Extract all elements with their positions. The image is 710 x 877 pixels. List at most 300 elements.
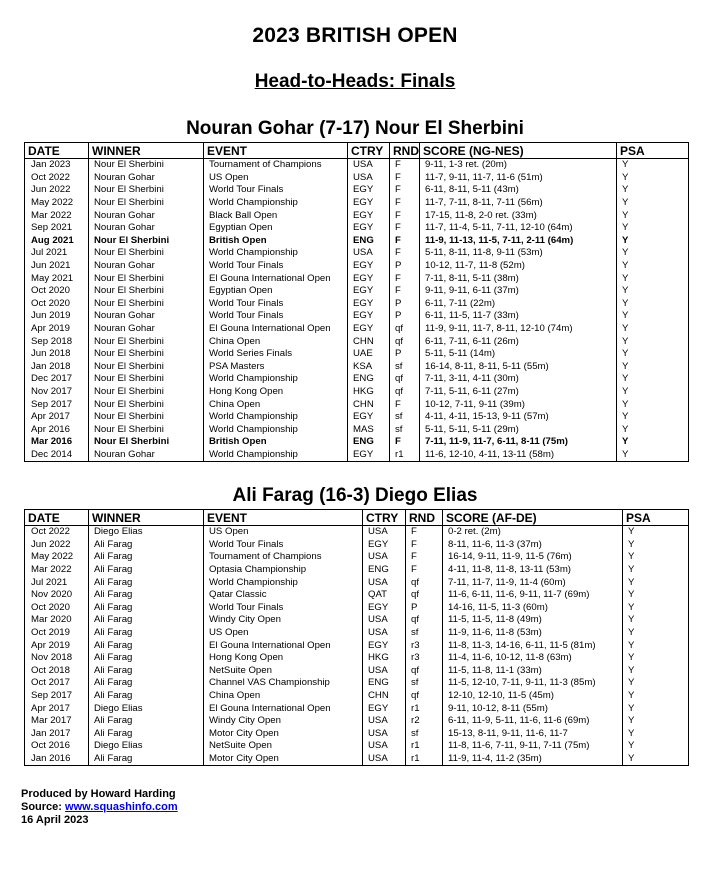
cell-round: P [390,310,420,323]
cell-score: 10-12, 11-7, 11-8 (52m) [420,260,617,273]
cell-round: F [390,159,420,172]
cell-winner: Nour El Sherbini [89,386,204,399]
cell-event: El Gouna International Open [204,639,363,652]
cell-score: 11-5, 11-5, 11-8 (49m) [443,614,623,627]
matchup-heading-farag-elias: Ali Farag (16-3) Diego Elias [232,485,478,506]
cell-winner: Nouran Gohar [89,323,204,336]
cell-round: r1 [406,753,443,766]
cell-date: May 2021 [25,272,89,285]
cell-event: Black Ball Open [204,209,348,222]
table-row [25,652,689,665]
cell-round: sf [390,423,420,436]
cell-country: USA [348,172,390,185]
cell-country: CHN [348,335,390,348]
cell-country: HKG [348,386,390,399]
column-header-date: DATE [25,143,89,159]
cell-country: CHN [363,690,406,703]
cell-winner: Ali Farag [89,677,204,690]
cell-score: 5-11, 8-11, 11-8, 9-11 (53m) [420,247,617,260]
cell-score: 11-8, 11-6, 7-11, 9-11, 7-11 (75m) [443,740,623,753]
cell-date: May 2022 [25,551,89,564]
cell-psa: Y [617,222,689,235]
cell-winner: Ali Farag [89,551,204,564]
cell-country: EGY [348,323,390,336]
column-header-round: RND [406,510,443,526]
cell-date: Sep 2017 [25,398,89,411]
cell-country: UAE [348,348,390,361]
cell-event: World Tour Finals [204,184,348,197]
cell-score: 11-7, 11-4, 5-11, 7-11, 12-10 (64m) [420,222,617,235]
cell-date: May 2022 [25,197,89,210]
cell-country: EGY [348,285,390,298]
cell-date: Jan 2023 [25,159,89,172]
cell-country: KSA [348,361,390,374]
cell-score: 7-11, 5-11, 6-11 (27m) [420,386,617,399]
cell-country: USA [348,247,390,260]
cell-country: HKG [363,652,406,665]
cell-round: r2 [406,715,443,728]
cell-psa: Y [623,639,689,652]
cell-psa: Y [617,449,689,462]
cell-date: Oct 2022 [25,172,89,185]
cell-date: Apr 2017 [25,702,89,715]
cell-winner: Nour El Sherbini [89,361,204,374]
cell-round: F [390,197,420,210]
cell-date: Apr 2016 [25,423,89,436]
cell-country: MAS [348,423,390,436]
cell-winner: Nouran Gohar [89,209,204,222]
cell-psa: Y [617,298,689,311]
cell-psa: Y [623,702,689,715]
cell-date: Mar 2017 [25,715,89,728]
table-row [25,348,689,361]
cell-round: F [406,526,443,539]
cell-event: World Championship [204,576,363,589]
cell-event: Motor City Open [204,753,363,766]
table-row [25,728,689,741]
cell-date: Jun 2022 [25,539,89,552]
cell-date: Jun 2021 [25,260,89,273]
cell-winner: Nour El Sherbini [89,436,204,449]
cell-event: US Open [204,526,363,539]
table-row [25,323,689,336]
cell-country: QAT [363,589,406,602]
cell-psa: Y [617,373,689,386]
cell-country: USA [348,159,390,172]
column-header-date: DATE [25,510,89,526]
cell-event: PSA Masters [204,361,348,374]
cell-country: EGY [363,602,406,615]
table-row [25,614,689,627]
cell-event: NetSuite Open [204,740,363,753]
cell-round: sf [406,728,443,741]
table-row [25,411,689,424]
cell-score: 16-14, 8-11, 8-11, 5-11 (55m) [420,361,617,374]
cell-round: sf [406,677,443,690]
cell-score: 12-10, 12-10, 11-5 (45m) [443,690,623,703]
cell-event: World Championship [204,247,348,260]
cell-score: 7-11, 11-9, 11-7, 6-11, 8-11 (75m) [420,436,617,449]
cell-round: r3 [406,652,443,665]
footer-source [21,801,178,814]
cell-score: 11-6, 6-11, 11-6, 9-11, 11-7 (69m) [443,589,623,602]
column-header-country: CTRY [348,143,390,159]
cell-country: ENG [363,564,406,577]
cell-round: F [390,222,420,235]
cell-psa: Y [623,652,689,665]
cell-date: Oct 2016 [25,740,89,753]
column-header-psa: PSA [617,143,689,159]
cell-psa: Y [617,285,689,298]
cell-round: F [390,272,420,285]
cell-round: r1 [390,449,420,462]
cell-winner: Ali Farag [89,627,204,640]
cell-psa: Y [617,436,689,449]
cell-event: World Tour Finals [204,602,363,615]
cell-psa: Y [617,361,689,374]
cell-date: Mar 2016 [25,436,89,449]
cell-event: El Gouna International Open [204,272,348,285]
cell-date: Jan 2016 [25,753,89,766]
cell-score: 11-7, 9-11, 11-7, 11-6 (51m) [420,172,617,185]
cell-country: ENG [363,677,406,690]
cell-psa: Y [617,398,689,411]
cell-round: r3 [406,639,443,652]
table-row [25,398,689,411]
cell-country: EGY [363,702,406,715]
cell-score: 4-11, 11-8, 11-8, 13-11 (53m) [443,564,623,577]
cell-psa: Y [623,589,689,602]
cell-event: World Tour Finals [204,539,363,552]
cell-psa: Y [623,602,689,615]
cell-score: 9-11, 1-3 ret. (20m) [420,159,617,172]
cell-country: USA [363,551,406,564]
cell-country: USA [363,614,406,627]
cell-date: Mar 2020 [25,614,89,627]
table-row [25,373,689,386]
cell-psa: Y [617,159,689,172]
cell-round: P [406,602,443,615]
table-row [25,386,689,399]
cell-event: World Championship [204,197,348,210]
cell-score: 11-9, 11-4, 11-2 (35m) [443,753,623,766]
cell-date: Oct 2020 [25,285,89,298]
cell-score: 6-11, 7-11 (22m) [420,298,617,311]
table-row [25,690,689,703]
cell-date: Apr 2019 [25,323,89,336]
cell-event: Windy City Open [204,715,363,728]
cell-winner: Ali Farag [89,614,204,627]
cell-event: British Open [204,235,348,248]
cell-country: EGY [348,310,390,323]
cell-psa: Y [623,564,689,577]
cell-winner: Nouran Gohar [89,449,204,462]
cell-psa: Y [617,411,689,424]
cell-country: USA [363,715,406,728]
table-row [25,285,689,298]
table-row [25,222,689,235]
column-header-round: RND [390,143,420,159]
cell-psa: Y [623,627,689,640]
cell-event: Hong Kong Open [204,652,363,665]
cell-score: 0-2 ret. (2m) [443,526,623,539]
cell-event: World Tour Finals [204,310,348,323]
cell-score: 5-11, 5-11, 5-11 (29m) [420,423,617,436]
table-row [25,209,689,222]
cell-round: qf [406,665,443,678]
cell-psa: Y [617,197,689,210]
table-row [25,298,689,311]
cell-date: Oct 2022 [25,526,89,539]
cell-score: 11-9, 9-11, 11-7, 8-11, 12-10 (74m) [420,323,617,336]
cell-score: 6-11, 11-5, 11-7 (33m) [420,310,617,323]
column-header-winner: WINNER [89,143,204,159]
table-row [25,677,689,690]
cell-country: USA [363,526,406,539]
cell-winner: Ali Farag [89,728,204,741]
cell-date: Dec 2017 [25,373,89,386]
cell-event: World Series Finals [204,348,348,361]
cell-round: r1 [406,702,443,715]
cell-date: Jul 2021 [25,247,89,260]
cell-score: 11-5, 12-10, 7-11, 9-11, 11-3 (85m) [443,677,623,690]
cell-event: Windy City Open [204,614,363,627]
table-row [25,702,689,715]
cell-score: 7-11, 3-11, 4-11 (30m) [420,373,617,386]
cell-winner: Nour El Sherbini [89,335,204,348]
cell-round: qf [406,589,443,602]
head-to-head-table-gohar-sherbini [24,142,689,462]
footer-produced-by: Produced by Howard Harding [21,788,176,800]
cell-date: Mar 2022 [25,209,89,222]
cell-psa: Y [623,740,689,753]
table-row [25,526,689,539]
cell-score: 10-12, 7-11, 9-11 (39m) [420,398,617,411]
cell-round: F [390,436,420,449]
cell-psa: Y [623,690,689,703]
table-row [25,247,689,260]
cell-event: Hong Kong Open [204,386,348,399]
cell-round: F [390,172,420,185]
cell-winner: Nour El Sherbini [89,285,204,298]
cell-country: EGY [348,184,390,197]
cell-event: China Open [204,398,348,411]
cell-date: Jun 2018 [25,348,89,361]
cell-score: 9-11, 10-12, 8-11 (55m) [443,702,623,715]
cell-date: Mar 2022 [25,564,89,577]
cell-date: Oct 2020 [25,298,89,311]
footer-source-label: Source: [21,801,66,813]
cell-psa: Y [623,614,689,627]
cell-psa: Y [623,551,689,564]
cell-round: qf [390,373,420,386]
table-row [25,740,689,753]
cell-date: Jun 2019 [25,310,89,323]
cell-winner: Nour El Sherbini [89,235,204,248]
cell-event: Egyptian Open [204,222,348,235]
cell-round: F [390,398,420,411]
source-link[interactable]: www.squashinfo.com [65,801,178,813]
cell-psa: Y [623,539,689,552]
cell-round: F [390,285,420,298]
table-row [25,361,689,374]
cell-round: r1 [406,740,443,753]
cell-round: P [390,298,420,311]
cell-score: 4-11, 4-11, 15-13, 9-11 (57m) [420,411,617,424]
cell-psa: Y [623,753,689,766]
table-header-row [25,510,689,526]
cell-country: USA [363,728,406,741]
cell-event: Qatar Classic [204,589,363,602]
cell-round: F [390,247,420,260]
table-row [25,272,689,285]
cell-score: 6-11, 8-11, 5-11 (43m) [420,184,617,197]
cell-country: EGY [348,222,390,235]
head-to-head-table-farag-elias [24,509,689,766]
cell-round: qf [406,690,443,703]
cell-country: EGY [348,209,390,222]
cell-country: EGY [348,411,390,424]
column-header-winner: WINNER [89,510,204,526]
table-header-row [25,143,689,159]
cell-winner: Ali Farag [89,589,204,602]
cell-event: El Gouna International Open [204,702,363,715]
cell-psa: Y [623,677,689,690]
cell-event: Motor City Open [204,728,363,741]
cell-event: El Gouna International Open [204,323,348,336]
cell-event: NetSuite Open [204,665,363,678]
cell-round: qf [390,386,420,399]
cell-date: Jul 2021 [25,576,89,589]
table-row [25,159,689,172]
cell-date: Oct 2020 [25,602,89,615]
cell-country: ENG [348,373,390,386]
cell-score: 11-5, 11-8, 11-1 (33m) [443,665,623,678]
table-row [25,627,689,640]
column-header-country: CTRY [363,510,406,526]
column-header-event: EVENT [204,510,363,526]
cell-round: F [390,235,420,248]
cell-round: F [406,551,443,564]
table-row [25,197,689,210]
cell-round: qf [390,335,420,348]
cell-round: qf [406,614,443,627]
cell-winner: Ali Farag [89,576,204,589]
cell-date: Nov 2018 [25,652,89,665]
cell-score: 7-11, 8-11, 5-11 (38m) [420,272,617,285]
cell-round: F [406,564,443,577]
cell-country: CHN [348,398,390,411]
page-subtitle: Head-to-Heads: Finals [254,71,456,92]
page-title: 2023 BRITISH OPEN [252,24,458,47]
table-row [25,436,689,449]
table-row [25,539,689,552]
cell-country: USA [363,665,406,678]
table-row [25,235,689,248]
cell-score: 14-16, 11-5, 11-3 (60m) [443,602,623,615]
cell-event: Tournament of Champions [204,551,363,564]
cell-winner: Ali Farag [89,602,204,615]
cell-round: F [406,539,443,552]
cell-date: Oct 2019 [25,627,89,640]
cell-winner: Ali Farag [89,639,204,652]
cell-winner: Ali Farag [89,564,204,577]
cell-winner: Nour El Sherbini [89,272,204,285]
cell-winner: Nour El Sherbini [89,348,204,361]
cell-country: ENG [348,235,390,248]
cell-event: China Open [204,335,348,348]
cell-country: USA [363,627,406,640]
cell-date: Oct 2018 [25,665,89,678]
column-header-event: EVENT [204,143,348,159]
cell-round: F [390,184,420,197]
table-row [25,335,689,348]
table-row [25,602,689,615]
cell-date: Sep 2021 [25,222,89,235]
table-row [25,564,689,577]
cell-psa: Y [617,260,689,273]
cell-winner: Nour El Sherbini [89,247,204,260]
cell-winner: Ali Farag [89,715,204,728]
table-row [25,184,689,197]
cell-winner: Nouran Gohar [89,222,204,235]
table-row [25,639,689,652]
cell-score: 11-6, 12-10, 4-11, 13-11 (58m) [420,449,617,462]
cell-winner: Nour El Sherbini [89,423,204,436]
cell-winner: Diego Elias [89,740,204,753]
cell-country: EGY [348,449,390,462]
cell-event: Egyptian Open [204,285,348,298]
cell-winner: Diego Elias [89,526,204,539]
cell-country: EGY [363,539,406,552]
cell-psa: Y [617,386,689,399]
cell-score: 9-11, 9-11, 6-11 (37m) [420,285,617,298]
cell-score: 11-4, 11-6, 10-12, 11-8 (63m) [443,652,623,665]
cell-event: World Championship [204,423,348,436]
cell-psa: Y [623,665,689,678]
cell-winner: Nour El Sherbini [89,298,204,311]
cell-psa: Y [623,576,689,589]
column-header-score: SCORE (NG-NES) [420,143,617,159]
cell-round: sf [406,627,443,640]
cell-event: Tournament of Champions [204,159,348,172]
cell-psa: Y [617,172,689,185]
cell-event: US Open [204,627,363,640]
cell-score: 11-7, 7-11, 8-11, 7-11 (56m) [420,197,617,210]
table-row [25,310,689,323]
cell-winner: Nouran Gohar [89,260,204,273]
cell-score: 11-9, 11-6, 11-8 (53m) [443,627,623,640]
cell-date: Nov 2017 [25,386,89,399]
cell-round: sf [390,411,420,424]
cell-psa: Y [617,184,689,197]
table-row [25,449,689,462]
cell-date: Dec 2014 [25,449,89,462]
cell-date: Apr 2019 [25,639,89,652]
cell-event: Optasia Championship [204,564,363,577]
table-row [25,172,689,185]
cell-psa: Y [623,728,689,741]
cell-date: Apr 2017 [25,411,89,424]
cell-winner: Nour El Sherbini [89,411,204,424]
cell-score: 11-8, 11-3, 14-16, 6-11, 11-5 (81m) [443,639,623,652]
cell-round: P [390,348,420,361]
cell-country: USA [363,753,406,766]
cell-psa: Y [617,348,689,361]
cell-winner: Ali Farag [89,539,204,552]
cell-event: World Tour Finals [204,260,348,273]
matchup-heading-gohar-sherbini: Nouran Gohar (7-17) Nour El Sherbini [186,118,524,139]
